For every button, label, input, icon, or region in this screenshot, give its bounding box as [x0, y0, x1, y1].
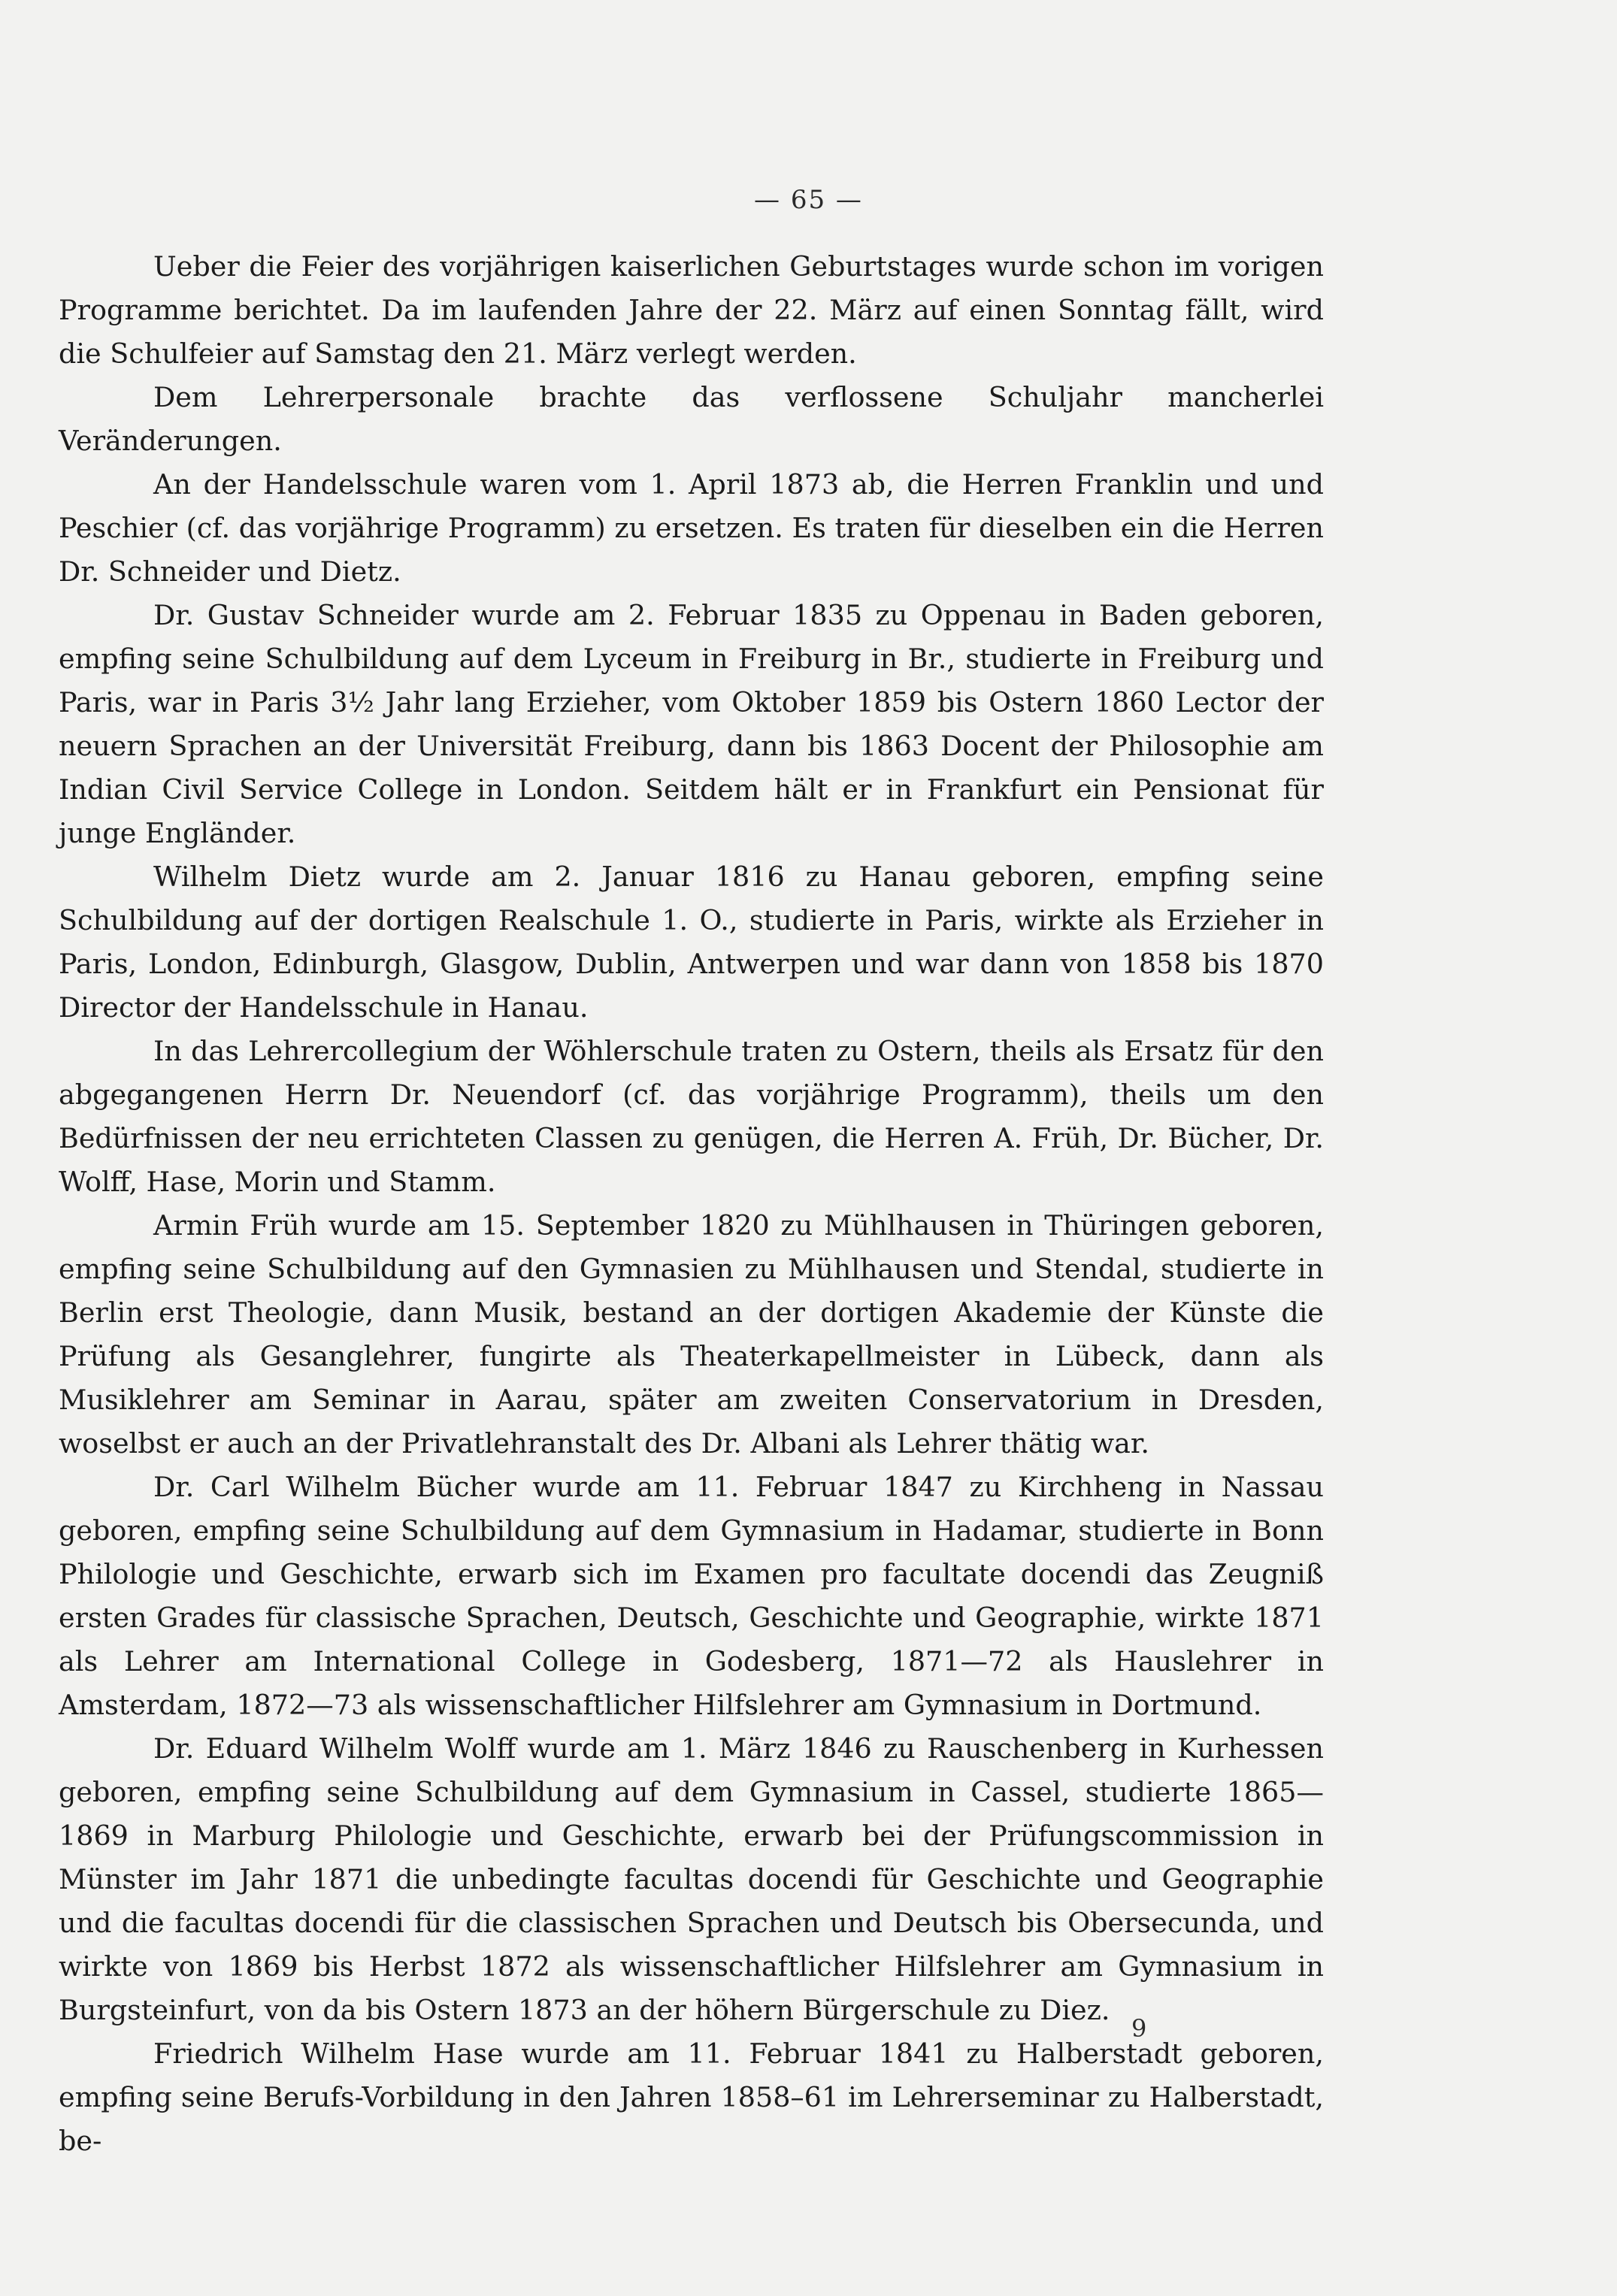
paragraph-dietz-bio: Wilhelm Dietz wurde am 2. Januar 1816 zu Hanau geboren, empfing seine Schulbildung auf der dortigen Realschule 1. O., studierte in Paris, wirkte als Erzieher in Paris, London, Edinburgh, Glasgow, Dublin, Antwerpen und war dann von 1858 bis 1870 Director der Handelsschule in Hanau. — [59, 861, 1324, 1024]
body-text — [59, 245, 1324, 2163]
paragraph-handelsschule: An der Handelsschule waren vom 1. April 1873 ab, die Herren Franklin und und Peschier (cf. das vorjährige Programm) zu ersetzen. Es traten für dieselben ein die Herren Dr. Schneider und Dietz. — [59, 468, 1324, 588]
paragraph-woehlerschule: In das Lehrercollegium der Wöhlerschule traten zu Ostern, theils als Ersatz für den abgegangenen Herrn Dr. Neuendorf (cf. das vorjährige Programm), theils um den Bedürfnissen der neu errichteten Classen zu genügen, die Herren A. Früh, Dr. Bücher, Dr. Wolff, Hase, Morin und Stamm. — [59, 1035, 1324, 1198]
page-number: — 65 — — [754, 185, 863, 215]
paragraph-hase-bio: Friedrich Wilhelm Hase wurde am 11. Februar 1841 zu Halberstadt geboren, empfing seine Berufs-Vorbildung in den Jahren 1858–61 im Lehrerseminar zu Halberstadt, be- — [59, 2037, 1324, 2157]
paragraph-staff-changes: Dem Lehrerpersonale brachte das verflossene Schuljahr mancherlei Veränderungen. — [59, 381, 1324, 457]
paragraph-birthday-celebration: Ueber die Feier des vorjährigen kaiserlichen Geburtstages wurde schon im vorigen Programme berichtet. Da im laufenden Jahre der 22. März auf einen Sonntag fällt, wird die Schulfeier auf Samstag den 21. März verlegt werden. — [59, 250, 1324, 370]
paragraph-schneider-bio: Dr. Gustav Schneider wurde am 2. Februar 1835 zu Oppenau in Baden geboren, empfing seine Schulbildung auf dem Lyceum in Freiburg in Br., studierte in Freiburg und Paris, war in Paris 3½ Jahr lang Erzieher, vom Oktober 1859 bis Ostern 1860 Lector der neuern Sprachen an der Universität Freiburg, dann bis 1863 Docent der Philosophie am Indian Civil Service College in London. Seitdem hält er in Frankfurt ein Pensionat für junge Engländer. — [59, 599, 1324, 849]
paragraph-buecher-bio: Dr. Carl Wilhelm Bücher wurde am 11. Februar 1847 zu Kirchheng in Nassau geboren, empfing seine Schulbildung auf dem Gymnasium in Hadamar, studierte in Bonn Philologie und Geschichte, erwarb sich im Examen pro facultate docendi das Zeugniß ersten Grades für classische Sprachen, Deutsch, Geschichte und Geographie, wirkte 1871 als Lehrer am International College in Godesberg, 1871—72 als Hauslehrer in Amsterdam, 1872—73 als wissenschaftlicher Hilfslehrer am Gymnasium in Dortmund. — [59, 1471, 1324, 1721]
paragraph-frueh-bio: Armin Früh wurde am 15. September 1820 zu Mühlhausen in Thüringen geboren, empfing seine Schulbildung auf den Gymnasien zu Mühlhausen und Stendal, studierte in Berlin erst Theologie, dann Musik, bestand an der dortigen Akademie der Künste die Prüfung als Gesanglehrer, fungirte als Theaterkapellmeister in Lübeck, dann als Musiklehrer am Seminar in Aarau, später am zweiten Conservatorium in Dresden, woselbst er auch an der Privatlehranstalt des Dr. Albani als Lehrer thätig war. — [59, 1209, 1324, 1460]
paragraph-wolff-bio: Dr. Eduard Wilhelm Wolff wurde am 1. März 1846 zu Rauschenberg in Kurhessen geboren, empfing seine Schulbildung auf dem Gymnasium in Cassel, studierte 1865—1869 in Marburg Philologie und Geschichte, erwarb bei der Prüfungscommission in Münster im Jahr 1871 die unbedingte facultas docendi für Geschichte und Geographie und die facultas docendi für die classischen Sprachen und Deutsch bis Obersecunda, und wirkte von 1869 bis Herbst 1872 als wissenschaftlicher Hilfslehrer am Gymnasium in Burgsteinfurt, von da bis Ostern 1873 an der höhern Bürgerschule zu Diez. — [59, 1732, 1324, 2026]
printer-signature-mark: 9 — [1131, 2014, 1147, 2043]
